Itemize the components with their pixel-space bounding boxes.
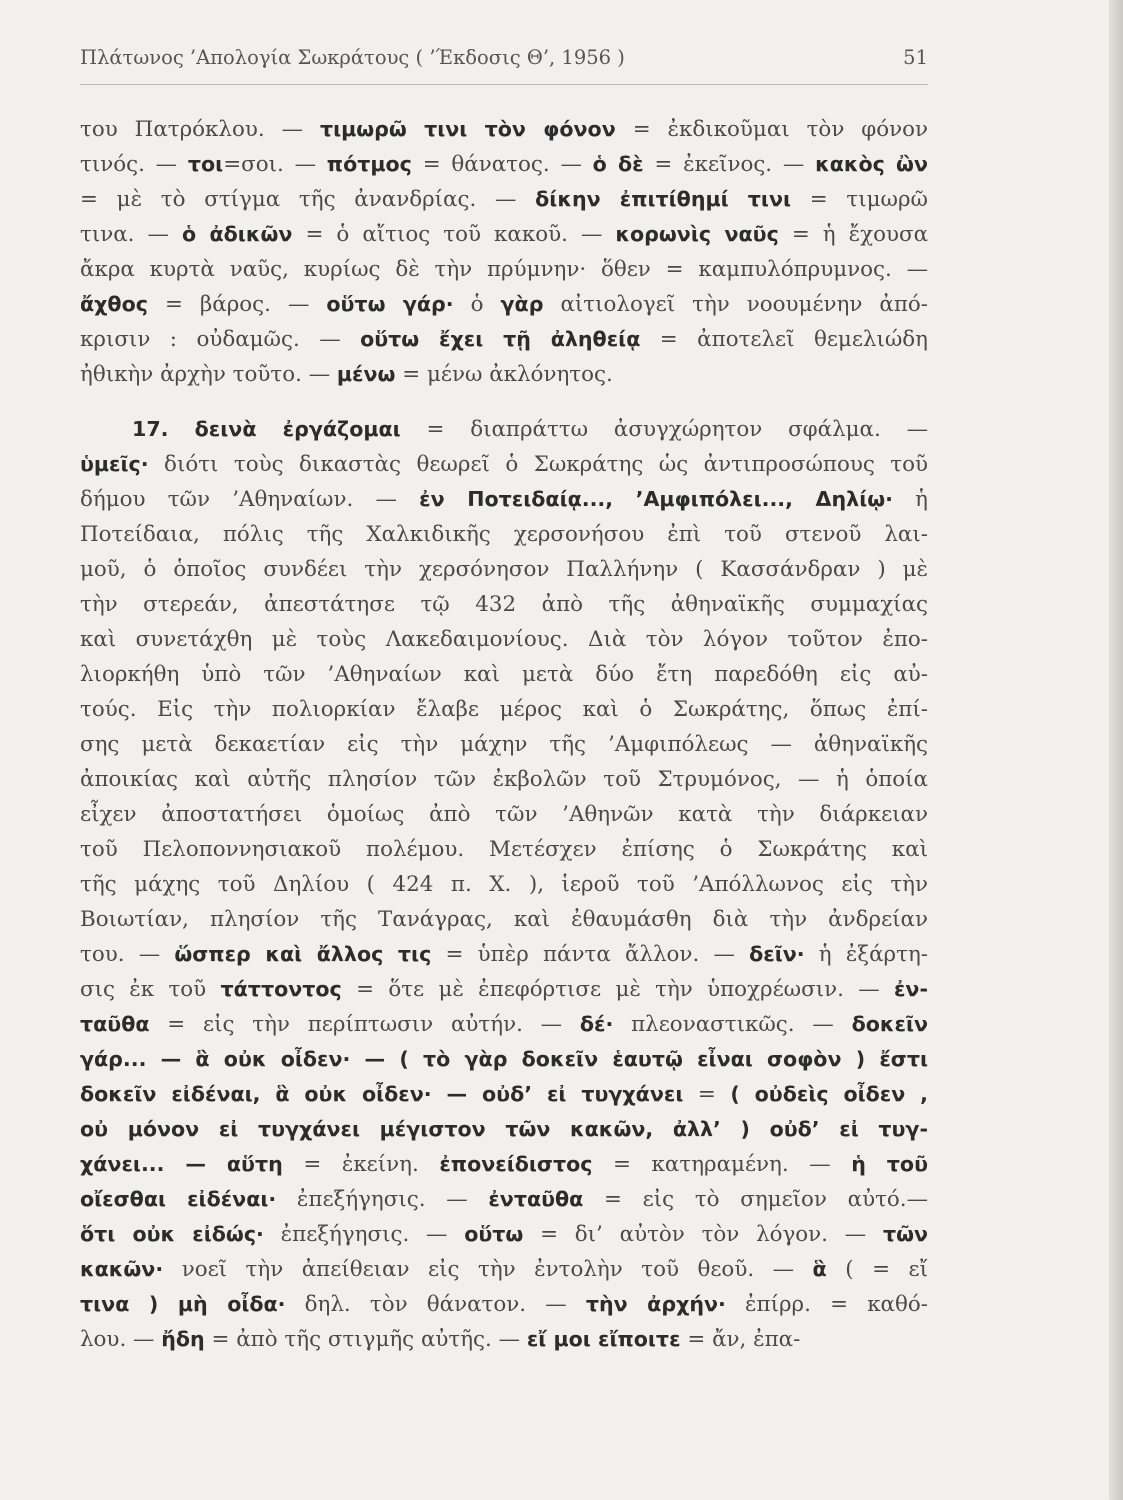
gloss-text: Ποτείδαια, πόλις τῆς Χαλκιδικῆς χερσονήσου ἐπὶ τοῦ στενοῦ λαι- — [80, 522, 928, 547]
lemma-term: τάττοντος — [220, 977, 342, 1001]
lemma-term: τινα ) μὴ οἶδα· — [80, 1292, 286, 1316]
gloss-text: πλεοναστικῶς. — — [613, 1012, 852, 1037]
lemma-term: πότμος — [326, 152, 412, 176]
gloss-text: = ὅτε μὲ ἐπεφόρτισε μὲ τὴν ὑποχρέωσιν. — — [341, 977, 894, 1002]
lemma-term: ὅτι οὐκ εἰδώς· — [80, 1222, 264, 1246]
text-line — [80, 902, 928, 937]
gloss-text: ἄκρα κυρτὰ ναῦς, κυρίως δὲ τὴν πρύμνην· ὅθεν = καμπυλόπρυμνος. — — [80, 257, 928, 282]
text-line — [80, 1322, 928, 1357]
running-header — [80, 46, 928, 69]
text-line — [80, 147, 928, 182]
page-body — [80, 112, 928, 1357]
text-line — [80, 1077, 928, 1112]
text-line — [80, 1217, 928, 1252]
text-line — [80, 412, 928, 447]
gloss-text: του Πατρόκλου. — — [80, 117, 320, 142]
lemma-term: κορωνὶς ναῦς — [615, 222, 779, 246]
running-title: Πλάτωνος ’Απολογία Σωκράτους ( ’Έκδοσις Θ’, 1956 ) — [80, 46, 625, 69]
lemma-term: τὴν ἀρχήν· — [585, 1292, 726, 1316]
lemma-term: οὕτω γάρ· — [326, 292, 454, 316]
lemma-term: ταῦθα — [80, 1012, 150, 1036]
gloss-text: =σοι. — — [223, 152, 327, 177]
gloss-text: ἡ — [892, 487, 928, 512]
lemma-term: γάρ... — ἃ οὐκ οἶδεν· — ( τὸ γὰρ δοκεῖν ἑαυτῷ εἶναι σοφὸν ) ἔστι — [80, 1047, 928, 1071]
lemma-term: 17. δεινὰ ἐργάζομαι — [132, 417, 401, 441]
lemma-term: κακὸς ὢν — [815, 152, 928, 176]
text-line — [80, 727, 928, 762]
gloss-text: = θάνατος. — — [411, 152, 593, 177]
lemma-term: οὕτω — [464, 1222, 524, 1246]
lemma-term: χάνει... — αὕτη — [80, 1152, 283, 1176]
text-line — [80, 552, 928, 587]
lemma-term: ἐπονείδιστος — [439, 1152, 593, 1176]
text-line — [80, 657, 928, 692]
lemma-term: τοι — [187, 152, 224, 176]
gloss-text: τινός. — — [80, 152, 188, 177]
gloss-text: κρισιν : οὐδαμῶς. — — [80, 327, 361, 352]
lemma-term: εἴ μοι εἴποιτε — [526, 1327, 681, 1351]
gloss-text: εἶχεν ἀποστατήσει ὁμοίως ἀπὸ τῶν ’Αθηνῶν κατὰ τὴν διάρκειαν — [80, 802, 928, 827]
gloss-text: ἀποικίας καὶ αὐτῆς πλησίον τῶν ἐκβολῶν τοῦ Στρυμόνος, — ἡ ὁποία — [80, 767, 928, 792]
gloss-text: = ἀποτελεῖ θεμελιώδη — [640, 327, 928, 352]
gloss-text: = ἐκείνη. — [282, 1152, 440, 1177]
page-number: 51 — [903, 46, 928, 69]
gloss-text: Βοιωτίαν, πλησίον τῆς Τανάγρας, καὶ ἐθαυμάσθη διὰ τὴν ἀνδρείαν — [80, 907, 928, 932]
lemma-term: ὥσπερ καὶ ἄλλος τις — [174, 942, 432, 966]
gloss-text: = βάρος. — — [147, 292, 327, 317]
lemma-term: κακῶν· — [80, 1257, 164, 1281]
text-line — [80, 1147, 928, 1182]
text-line — [80, 1042, 928, 1077]
lemma-term: δίκην ἐπιτίθημί τινι — [535, 187, 792, 211]
gloss-text: = ἐκεῖνος. — — [643, 152, 816, 177]
lemma-term: ἄχθος — [80, 292, 148, 316]
gloss-text: = ἄν, ἐπα- — [680, 1327, 801, 1352]
gloss-text: ἐπεξήγησις. — — [276, 1187, 489, 1212]
lemma-term: οὐ μόνον εἰ τυγχάνει μέγιστον τῶν κακῶν, ἀλλ’ ) οὐδ’ εἰ τυγ- — [80, 1117, 928, 1141]
lemma-term: ἐνταῦθα — [488, 1187, 584, 1211]
lemma-term: ὑμεῖς· — [80, 452, 149, 476]
text-line — [80, 972, 928, 1007]
text-line — [80, 357, 928, 392]
gloss-text: = εἰς τὸ σημεῖον αὐτό.— — [583, 1187, 928, 1212]
paragraph-commentary-17 — [80, 412, 928, 1357]
gloss-text: ( = εἴ — [826, 1257, 928, 1282]
gloss-text: αἰτιολογεῖ τὴν νοουμένην ἀπό- — [543, 292, 928, 317]
lemma-term: ὁ δὲ — [592, 152, 644, 176]
lemma-term: ἤδη — [161, 1327, 205, 1351]
gloss-text: ἐπίρρ. = καθό- — [725, 1292, 928, 1317]
gloss-text: = ἡ ἔχουσα — [778, 222, 928, 247]
gloss-text: τῆς μάχης τοῦ Δηλίου ( 424 π. Χ. ), ἱεροῦ τοῦ ’Απόλλωνος εἰς τὴν — [80, 872, 928, 897]
lemma-term: ἃ — [812, 1257, 827, 1281]
text-line — [80, 762, 928, 797]
gloss-text: = κατηραμένη. — — [592, 1152, 852, 1177]
gloss-text: ἡ ἐξάρτη- — [804, 942, 928, 967]
gloss-text: διότι τοὺς δικαστὰς θεωρεῖ ὁ Σωκράτης ὡς ἀντιπροσώπους τοῦ — [148, 452, 928, 477]
gloss-text: σης μετὰ δεκαετίαν εἰς τὴν μάχην τῆς ’Αμφιπόλεως — ἀθηναϊκῆς — [80, 732, 928, 757]
gloss-text: = ὁ αἴτιος τοῦ κακοῦ. — — [292, 222, 616, 247]
text-line — [80, 692, 928, 727]
gloss-text: λιορκήθη ὑπὸ τῶν ’Αθηναίων καὶ μετὰ δύο ἔτη παρεδόθη εἰς αὐ- — [80, 662, 928, 687]
text-line — [80, 1252, 928, 1287]
gloss-text: καὶ συνετάχθη μὲ τοὺς Λακεδαιμονίους. Διὰ τὸν λόγον τοῦτον ἐπο- — [80, 627, 928, 652]
gloss-text: = μὲ τὸ στίγμα τῆς ἀνανδρίας. — — [80, 187, 536, 212]
gloss-text: = δι’ αὐτὸν τὸν λόγον. — — [523, 1222, 883, 1247]
lemma-term: οὕτω ἔχει τῇ ἀληθείᾳ — [360, 327, 641, 351]
paragraph-gap — [80, 392, 928, 412]
lemma-term: οἴεσθαι εἰδέναι· — [80, 1187, 277, 1211]
lemma-term: δοκεῖν — [851, 1012, 928, 1036]
gloss-text: σις ἐκ τοῦ — [80, 977, 221, 1002]
gloss-text: ἠθικὴν ἀρχὴν τοῦτο. — — [80, 362, 337, 387]
lemma-term: ὁ ἀδικῶν — [181, 222, 293, 246]
lemma-term: ἐν Ποτειδαίᾳ..., ’Αμφιπόλει..., Δηλίῳ· — [419, 487, 893, 511]
header-rule — [80, 84, 928, 85]
text-line — [80, 217, 928, 252]
lemma-term: ἐν- — [893, 977, 928, 1001]
gloss-text: = διαπράττω ἀσυγχώρητον σφάλμα. — — [400, 417, 928, 442]
page-edge-shadow — [1109, 0, 1123, 1500]
gloss-text: του. — — [80, 942, 175, 967]
gloss-text: τοῦ Πελοποννησιακοῦ πολέμου. Μετέσχεν ἐπίσης ὁ Σωκράτης καὶ — [80, 837, 928, 862]
gloss-text: λου. — — [80, 1327, 162, 1352]
paragraph-commentary-16 — [80, 112, 928, 392]
lemma-term: τιμωρῶ τινι τὸν φόνον — [319, 117, 616, 141]
gloss-text: = τιμωρῶ — [791, 187, 928, 212]
text-line — [80, 517, 928, 552]
text-line — [80, 1182, 928, 1217]
lemma-term: ( οὐδεὶς οἶδεν , — [730, 1082, 928, 1106]
gloss-text: τὴν στερεάν, ἀπεστάτησε τῷ 432 ἀπὸ τῆς ἀθηναϊκῆς συμμαχίας — [80, 592, 928, 617]
text-line — [80, 867, 928, 902]
lemma-term: ἡ τοῦ — [851, 1152, 928, 1176]
gloss-text: δήμου τῶν ’Αθηναίων. — — [80, 487, 420, 512]
text-line — [80, 797, 928, 832]
lemma-term: μένω — [336, 362, 396, 386]
gloss-text: δηλ. τὸν θάνατον. — — [285, 1292, 586, 1317]
text-line — [80, 447, 928, 482]
gloss-text: = μένω ἀκλόνητος. — [395, 362, 613, 387]
gloss-text: = ἀπὸ τῆς στιγμῆς αὐτῆς. — — [204, 1327, 527, 1352]
text-line — [80, 832, 928, 867]
text-line — [80, 287, 928, 322]
text-line — [80, 587, 928, 622]
text-line — [80, 182, 928, 217]
gloss-text: μοῦ, ὁ ὁποῖος συνδέει τὴν χερσόνησον Παλλήνην ( Κασσάνδραν ) μὲ — [80, 557, 928, 582]
gloss-text: νοεῖ τὴν ἀπείθειαν εἰς τὴν ἐντολὴν τοῦ θεοῦ. — — [163, 1257, 813, 1282]
lemma-term: δοκεῖν εἰδέναι, ἃ οὐκ οἶδεν· — οὐδ’ εἰ τυγχάνει — [80, 1082, 684, 1106]
lemma-term: τῶν — [882, 1222, 928, 1246]
gloss-text: τινα. — — [80, 222, 182, 247]
gloss-text: ἐπεξήγησις. — — [263, 1222, 465, 1247]
text-line — [80, 1112, 928, 1147]
text-line — [80, 322, 928, 357]
text-line — [80, 622, 928, 657]
gloss-text: = ὑπὲρ πάντα ἄλλον. — — [431, 942, 750, 967]
gloss-text: τούς. Εἰς τὴν πολιορκίαν ἔλαβε μέρος καὶ ὁ Σωκράτης, ὅπως ἐπί- — [80, 697, 928, 722]
text-line — [80, 1287, 928, 1322]
text-line — [80, 112, 928, 147]
lemma-term: γὰρ — [500, 292, 544, 316]
text-line — [80, 937, 928, 972]
text-line — [80, 1007, 928, 1042]
text-line — [80, 252, 928, 287]
gloss-text: ὁ — [453, 292, 501, 317]
lemma-term: δεῖν· — [749, 942, 805, 966]
text-line — [80, 482, 928, 517]
gloss-text: = εἰς τὴν περίπτωσιν αὐτήν. — — [149, 1012, 580, 1037]
gloss-text: = ἐκδικοῦμαι τὸν φόνον — [615, 117, 928, 142]
lemma-term: δέ· — [579, 1012, 614, 1036]
gloss-text: = — [683, 1082, 731, 1107]
